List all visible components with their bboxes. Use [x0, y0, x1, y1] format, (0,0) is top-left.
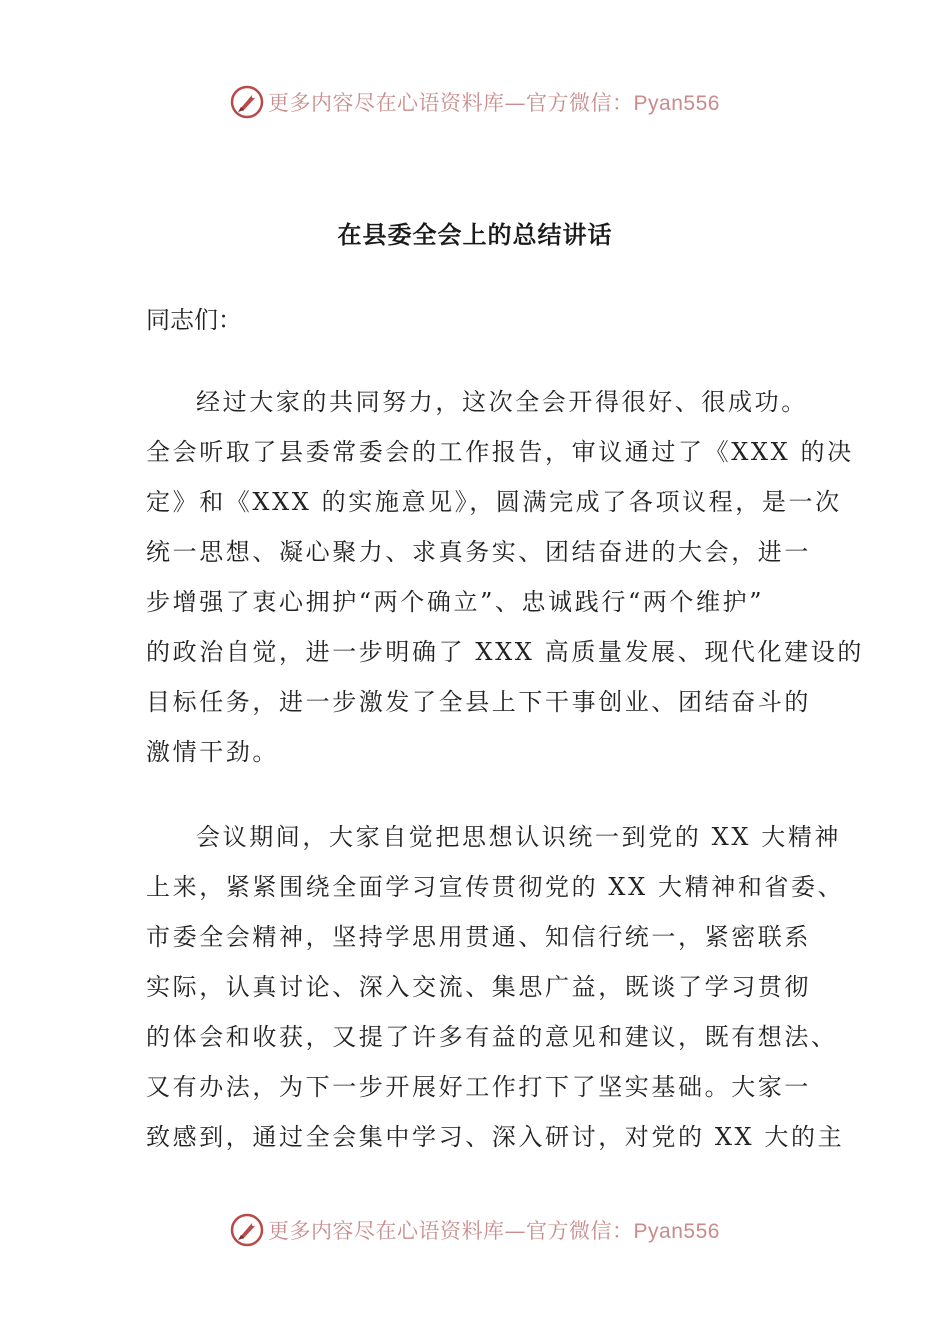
banner-text: 更多内容尽在心语资料库—官方微信：Pyan556 [268, 91, 720, 115]
paragraph-line: 统一思想、凝心聚力、求真务实、团结奋进的大会，进一 [146, 538, 811, 566]
pen-nib-logo-icon [230, 1213, 264, 1247]
wechat-id: Pyan556 [633, 1220, 720, 1243]
paragraph-line: 步增强了衷心拥护“两个确立”、忠诚践行“两个维护” [146, 588, 765, 616]
header-banner [0, 82, 950, 122]
document-title: 在县委全会上的总结讲话 [337, 220, 613, 249]
banner-text: 更多内容尽在心语资料库—官方微信：Pyan556 [268, 1219, 720, 1243]
paragraph-line: 目标任务，进一步激发了全县上下干事创业、团结奋斗的 [146, 688, 811, 716]
paragraph-line: 上来，紧紧围绕全面学习宣传贯彻党的 XX 大精神和省委、 [146, 873, 845, 901]
paragraph-line: 激情干劲。 [146, 738, 279, 766]
paragraph-line: 市委全会精神，坚持学思用贯通、知信行统一，紧密联系 [146, 923, 811, 951]
paragraph-1 [146, 377, 864, 777]
paragraph-line: 全会听取了县委常委会的工作报告，审议通过了《XXX 的决 [146, 438, 854, 466]
paragraph-line: 会议期间，大家自觉把思想认识统一到党的 XX 大精神 [196, 823, 842, 851]
wechat-id: Pyan556 [633, 92, 720, 115]
paragraph-line: 又有办法，为下一步开展好工作打下了坚实基础。大家一 [146, 1073, 811, 1101]
pen-nib-logo-icon [230, 85, 264, 119]
footer-banner [0, 1210, 950, 1250]
salutation: 同志们： [146, 306, 242, 334]
paragraph-line: 致感到，通过全会集中学习、深入研讨，对党的 XX 大的主 [146, 1123, 845, 1151]
paragraph-line: 的体会和收获，又提了许多有益的意见和建议，既有想法、 [146, 1023, 838, 1051]
paragraph-line: 定》和《XXX 的实施意见》，圆满完成了各项议程，是一次 [146, 488, 842, 516]
paragraph-line: 经过大家的共同努力，这次全会开得很好、很成功。 [196, 388, 808, 416]
paragraph-line: 实际，认真讨论、深入交流、集思广益，既谈了学习贯彻 [146, 973, 811, 1001]
paragraph-line: 的政治自觉，进一步明确了 XXX 高质量发展、现代化建设的 [146, 638, 864, 666]
paragraph-2 [146, 812, 845, 1162]
